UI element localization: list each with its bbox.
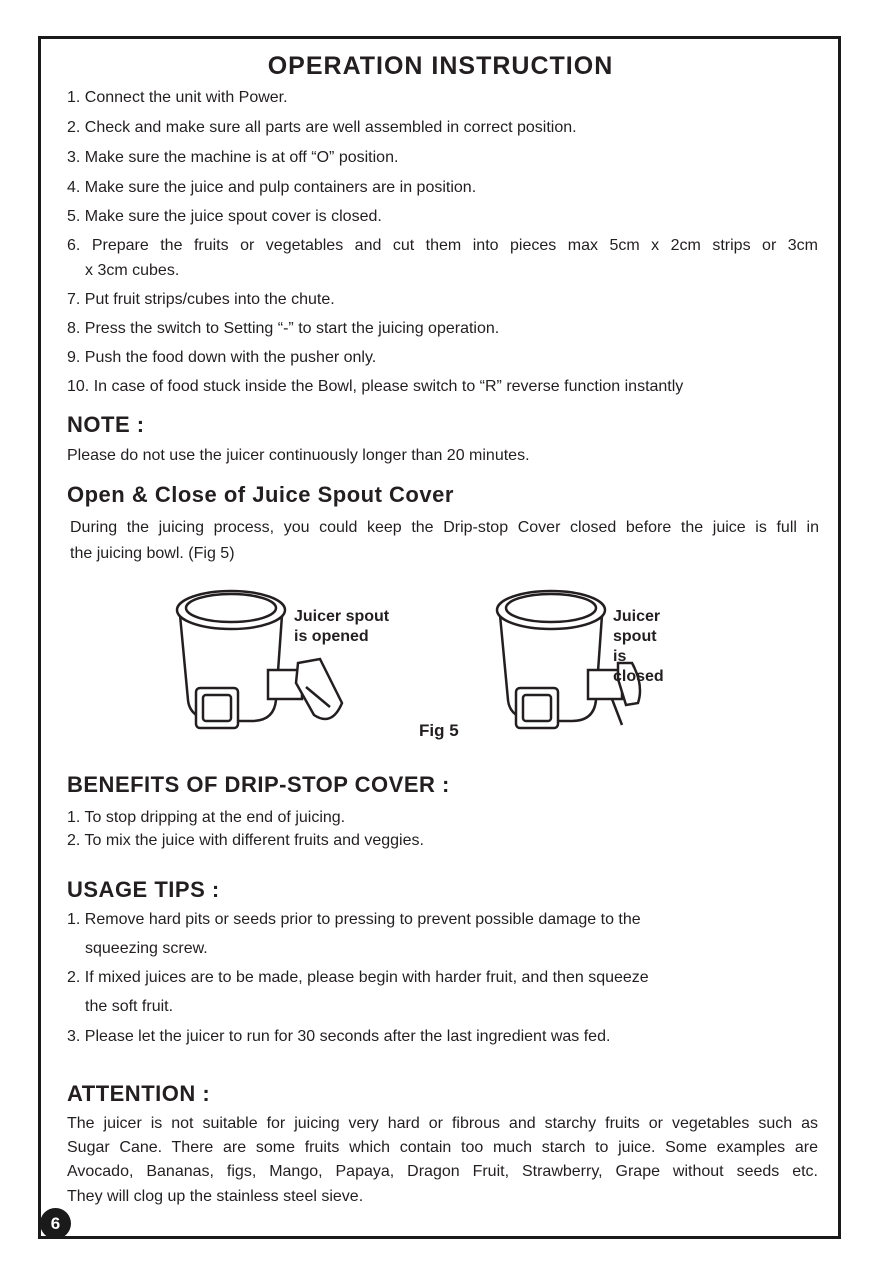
attention-text-4: They will clog up the stainless steel sieve. xyxy=(67,1188,364,1205)
step-10: 10. In case of food stuck inside the Bowl, please switch to “R” reverse function instantly xyxy=(67,378,684,395)
attention-text-1: The juicer is not suitable for juicing very hard or fibrous and starchy fruits or vegetables such as xyxy=(67,1115,818,1132)
benefits-heading: BENEFITS OF DRIP-STOP COVER : xyxy=(67,772,450,797)
note-heading: NOTE : xyxy=(67,412,145,437)
juicer-figure xyxy=(160,575,664,760)
usage-heading: USAGE TIPS : xyxy=(67,877,220,902)
step-8: 8. Press the switch to Setting “-” to start the juicing operation. xyxy=(67,320,500,337)
benefit-1: 1. To stop dripping at the end of juicing. xyxy=(67,809,346,826)
usage-tip-2: 2. If mixed juices are to be made, please begin with harder fruit, and then squeeze xyxy=(67,969,649,986)
note-text: Please do not use the juicer continuously longer than 20 minutes. xyxy=(67,447,530,464)
spout-heading: Open & Close of Juice Spout Cover xyxy=(67,482,454,507)
figure-caption: Fig 5 xyxy=(419,721,459,740)
callout-closed-line-1: Juicer spout xyxy=(613,608,661,645)
step-3: 3. Make sure the machine is at off “O” position. xyxy=(67,149,399,166)
step-5: 5. Make sure the juice spout cover is closed. xyxy=(67,208,382,225)
usage-tip-1: 1. Remove hard pits or seeds prior to pressing to prevent possible damage to the xyxy=(67,911,641,928)
callout-open-line-1: Juicer spout xyxy=(294,608,390,625)
step-2: 2. Check and make sure all parts are well assembled in correct position. xyxy=(67,119,577,136)
callout-closed-line-2: is closed xyxy=(613,648,664,685)
usage-tip-2-continued: the soft fruit. xyxy=(85,998,174,1015)
usage-tip-1-continued: squeezing screw. xyxy=(85,940,208,957)
step-6: 6. Prepare the fruits or vegetables and cut them into pieces max 5cm x 2cm strips or 3cm xyxy=(67,237,818,254)
page-title: OPERATION INSTRUCTION xyxy=(267,52,614,80)
attention-text-2: Sugar Cane. There are some fruits which contain too much starch to juice. Some examples are xyxy=(67,1139,818,1156)
spout-text-1: During the juicing process, you could keep the Drip-stop Cover closed before the juice is full in xyxy=(70,519,819,536)
step-7: 7. Put fruit strips/cubes into the chute. xyxy=(67,291,335,308)
benefit-2: 2. To mix the juice with different fruits and veggies. xyxy=(67,832,424,849)
step-6-continued: x 3cm cubes. xyxy=(85,262,180,279)
step-1: 1. Connect the unit with Power. xyxy=(67,89,288,106)
juicer-illustration xyxy=(160,575,660,760)
callout-open-line-2: is opened xyxy=(294,628,369,645)
step-4: 4. Make sure the juice and pulp containers are in position. xyxy=(67,179,477,196)
spout-text-2: the juicing bowl. (Fig 5) xyxy=(70,545,235,562)
step-9: 9. Push the food down with the pusher only. xyxy=(67,349,377,366)
attention-heading: ATTENTION : xyxy=(67,1081,211,1106)
attention-text-3: Avocado, Bananas, figs, Mango, Papaya, Dragon Fruit, Strawberry, Grape without seeds etc. xyxy=(67,1163,818,1180)
page-number-badge: 6 xyxy=(40,1208,71,1239)
usage-tip-3: 3. Please let the juicer to run for 30 seconds after the last ingredient was fed. xyxy=(67,1028,611,1045)
